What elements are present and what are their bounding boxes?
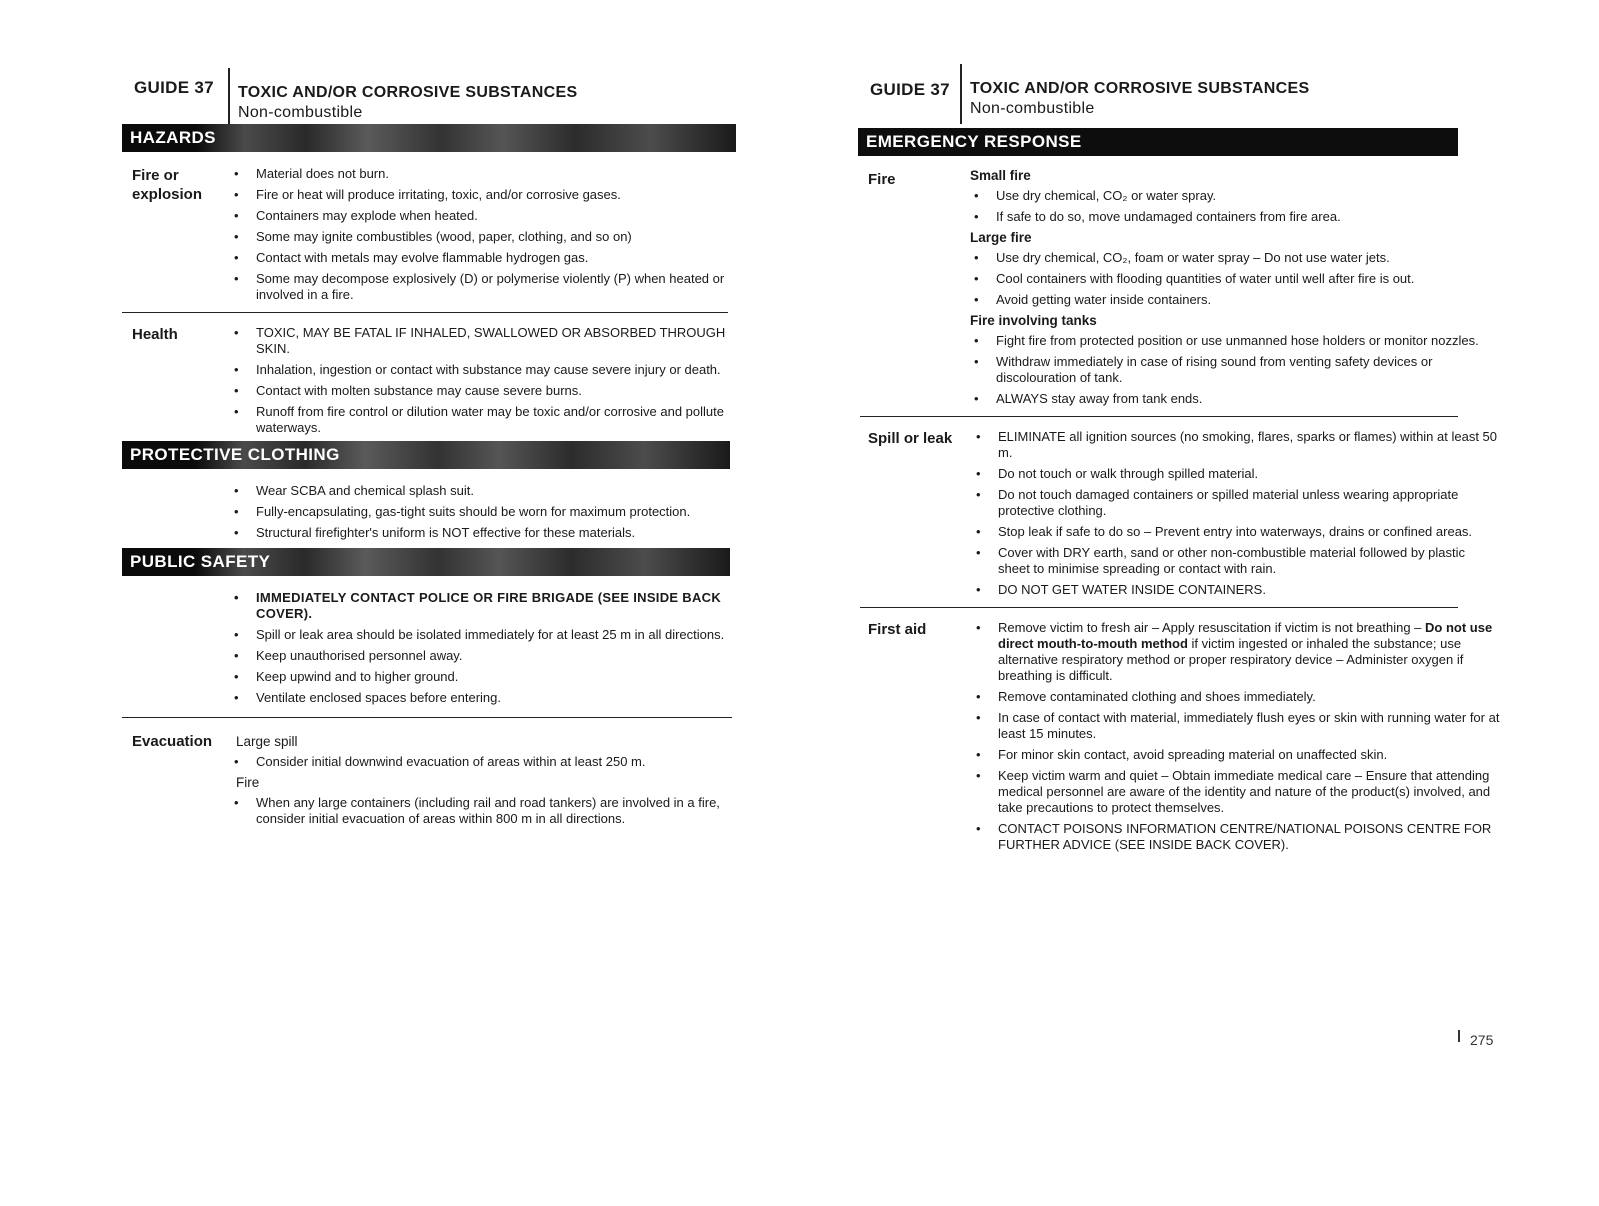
large-fire-list	[970, 250, 1500, 308]
large-spill-list	[230, 754, 742, 770]
list-item: • In case of contact with material, immediately flush eyes or skin with running water for at least 15 minutes.	[972, 710, 1500, 742]
section-divider	[122, 312, 728, 313]
list-item: • When any large containers (including rail and road tankers) are involved in a fire, consider initial evacuation of areas within 800 m in all directions.	[230, 795, 742, 827]
evacuation-section	[122, 732, 742, 832]
list-item: • Runoff from fire control or dilution water may be toxic and/or corrosive and pollute waterways.	[230, 404, 742, 436]
page-number: 275	[1470, 1032, 1494, 1048]
health-list	[230, 325, 742, 436]
first-aid-list	[972, 620, 1500, 853]
list-item: • Fully-encapsulating, gas-tight suits should be worn for maximum protection.	[230, 504, 742, 520]
left-page	[122, 76, 742, 1206]
header-divider	[228, 68, 230, 128]
list-item: • ELIMINATE all ignition sources (no smoking, flares, sparks or flames) within at least 50 m.	[972, 429, 1500, 461]
guide-subtitle: Non-combustible	[238, 104, 363, 121]
guide-title: TOXIC AND/OR CORROSIVE SUBSTANCES	[238, 84, 578, 101]
header-divider	[960, 64, 962, 124]
hazards-header: HAZARDS	[122, 124, 736, 152]
public-safety-header: PUBLIC SAFETY	[122, 548, 730, 576]
fire-label: Fire	[868, 171, 896, 188]
protective-clothing-header: PROTECTIVE CLOTHING	[122, 441, 730, 469]
first-aid-text: Remove victim to fresh air – Apply resuscitation if victim is not breathing –	[998, 620, 1422, 635]
list-item: • Contact with molten substance may cause severe burns.	[230, 383, 742, 399]
list-item: • Keep upwind and to higher ground.	[230, 669, 742, 685]
fire-explosion-label: Fire or explosion	[132, 167, 203, 203]
list-item: • Ventilate enclosed spaces before entering.	[230, 690, 742, 706]
guide-header	[122, 76, 742, 128]
evac-fire-list	[230, 795, 742, 827]
list-item: • TOXIC, MAY BE FATAL IF INHALED, SWALLOWED OR ABSORBED THROUGH SKIN.	[230, 325, 742, 357]
list-item: • Structural firefighter's uniform is NOT effective for these materials.	[230, 525, 742, 541]
section-divider	[860, 416, 1458, 417]
list-item: • Stop leak if safe to do so – Prevent entry into waterways, drains or confined areas.	[972, 524, 1500, 540]
fire-heading: Fire	[236, 775, 260, 790]
fire-explosion-list	[230, 166, 742, 303]
protective-clothing-list	[230, 483, 742, 541]
list-item: • Do not touch or walk through spilled material.	[972, 466, 1500, 482]
section-divider	[122, 717, 732, 718]
list-item: • CONTACT POISONS INFORMATION CENTRE/NATIONAL POISONS CENTRE FOR FURTHER ADVICE (SEE INSIDE BACK COVER).	[972, 821, 1500, 853]
page-number-tick	[1458, 1030, 1460, 1042]
spill-leak-list	[972, 429, 1500, 598]
small-fire-heading: Small fire	[970, 168, 1031, 183]
tank-fire-heading: Fire involving tanks	[970, 313, 1097, 328]
list-item: • Containers may explode when heated.	[230, 208, 742, 224]
list-item: • Spill or leak area should be isolated immediately for at least 25 m in all directions.	[230, 627, 742, 643]
list-item: • Some may ignite combustibles (wood, paper, clothing, and so on)	[230, 229, 742, 245]
first-aid-section	[858, 620, 1500, 858]
list-item: • Use dry chemical, CO₂, foam or water spray – Do not use water jets.	[970, 250, 1500, 266]
emergency-response-header: EMERGENCY RESPONSE	[858, 128, 1458, 156]
health-label: Health	[132, 326, 178, 343]
large-spill-heading: Large spill	[236, 734, 298, 749]
guide-title: TOXIC AND/OR CORROSIVE SUBSTANCES	[970, 80, 1310, 97]
list-item: • Cover with DRY earth, sand or other non-combustible material followed by plastic sheet to minimise spreading or contact with rain.	[972, 545, 1500, 577]
spill-leak-section	[858, 429, 1500, 603]
list-item: • Remove contaminated clothing and shoes immediately.	[972, 689, 1500, 705]
list-item: • ALWAYS stay away from tank ends.	[970, 391, 1500, 407]
protective-clothing-section	[122, 483, 742, 546]
list-item: • Do not touch damaged containers or spilled material unless wearing appropriate protective clothing.	[972, 487, 1500, 519]
list-item: • For minor skin contact, avoid spreading material on unaffected skin.	[972, 747, 1500, 763]
tank-fire-list	[970, 333, 1500, 407]
first-aid-warning: Do not use direct mouth-to-mouth method	[998, 620, 1493, 651]
list-item: • Keep victim warm and quiet – Obtain immediate medical care – Ensure that attending medical personnel are aware of the identity and nature of the product(s) involved, and take precautions to protect themselves.	[972, 768, 1500, 816]
list-item: • Material does not burn.	[230, 166, 742, 182]
fire-section	[858, 166, 1500, 412]
list-item: • Fight fire from protected position or use unmanned hose holders or monitor nozzles.	[970, 333, 1500, 349]
spill-leak-label: Spill or leak	[868, 430, 953, 447]
list-item: • IMMEDIATELY CONTACT POLICE OR FIRE BRIGADE (SEE INSIDE BACK COVER).	[230, 590, 742, 622]
list-item: • DO NOT GET WATER INSIDE CONTAINERS.	[972, 582, 1500, 598]
right-page	[866, 72, 1500, 1202]
list-item: • Wear SCBA and chemical splash suit.	[230, 483, 742, 499]
list-item: • Consider initial downwind evacuation of areas within at least 250 m.	[230, 754, 742, 770]
list-item: • Use dry chemical, CO₂ or water spray.	[970, 188, 1500, 204]
evacuation-label: Evacuation	[132, 733, 213, 750]
large-fire-heading: Large fire	[970, 230, 1032, 245]
guide-number: GUIDE 37	[870, 80, 950, 99]
list-item: • Some may decompose explosively (D) or polymerise violently (P) when heated or involved in a fire.	[230, 271, 742, 303]
list-item: • Contact with metals may evolve flammable hydrogen gas.	[230, 250, 742, 266]
list-item: • Keep unauthorised personnel away.	[230, 648, 742, 664]
section-divider	[860, 607, 1458, 608]
list-item: • Avoid getting water inside containers.	[970, 292, 1500, 308]
guide-number: GUIDE 37	[134, 78, 214, 97]
list-item: • Fire or heat will produce irritating, toxic, and/or corrosive gases.	[230, 187, 742, 203]
fire-explosion-section	[122, 166, 742, 308]
first-aid-label: First aid	[868, 621, 927, 638]
list-item: • Cool containers with flooding quantities of water until well after fire is out.	[970, 271, 1500, 287]
guide-header	[870, 72, 1500, 124]
public-safety-section	[122, 590, 742, 711]
first-aid-text: if victim ingested or inhaled the substance; use alternative respiratory method or proper respiratory device – Administer oxygen if breathing is difficult.	[998, 636, 1464, 683]
list-item	[972, 620, 1500, 684]
list-item: • Inhalation, ingestion or contact with substance may cause severe injury or death.	[230, 362, 742, 378]
list-item: • If safe to do so, move undamaged containers from fire area.	[970, 209, 1500, 225]
list-item: • Withdraw immediately in case of rising sound from venting safety devices or discolouration of tank.	[970, 354, 1500, 386]
small-fire-list	[970, 188, 1500, 225]
public-safety-list	[230, 590, 742, 706]
guide-subtitle: Non-combustible	[970, 100, 1095, 117]
health-section	[122, 325, 742, 441]
